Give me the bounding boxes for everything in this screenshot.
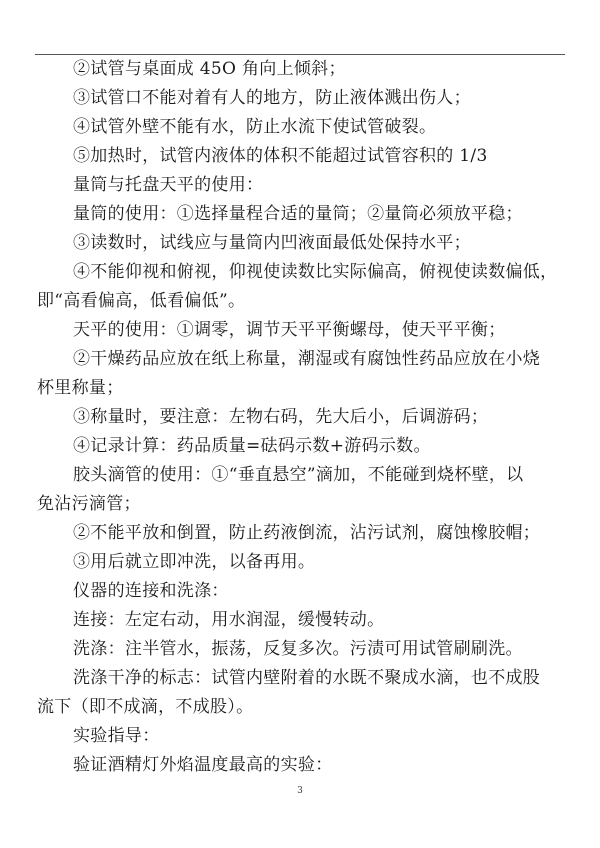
text-line: ③读数时，试线应与量筒内凹液面最低处保持水平； — [73, 233, 471, 253]
text-line: 胶头滴管的使用：①“垂直悬空”滴加，不能碰到烧杯壁，以 — [73, 465, 524, 485]
text-line: 杯里称量； — [37, 378, 124, 398]
header-rule — [35, 54, 565, 55]
text-line: ③称量时，要注意：左物右码，先大后小，后调游码； — [73, 407, 489, 427]
section-heading: 实验指导： — [73, 726, 160, 746]
text-line: 洗涤：注半管水，振荡，反复多次。污渍可用试管刷刷洗。 — [73, 639, 523, 659]
text-line: 量筒的使用：①选择量程合适的量筒；②量筒必须放平稳； — [73, 204, 523, 224]
text-line: ②试管与桌面成 45O 角向上倾斜； — [73, 59, 346, 79]
text-line: 连接：左定右动，用水润湿，缓慢转动。 — [73, 610, 385, 630]
text-line: 即“高看偏高，低看偏低”。 — [37, 291, 246, 311]
text-line: 免沾污滴管； — [37, 494, 141, 514]
text-line: ④记录计算：药品质量=砝码示数+游码示数。 — [73, 436, 431, 456]
page-number: 3 — [297, 786, 303, 796]
text-line: ②干燥药品应放在纸上称量，潮湿或有腐蚀性药品应放在小烧 — [73, 349, 541, 369]
section-heading: 量筒与托盘天平的使用： — [73, 175, 264, 195]
text-line: ②不能平放和倒置，防止药液倒流，沾污试剂，腐蚀橡胶帽； — [73, 523, 541, 543]
text-line: 流下（即不成滴，不成股）。 — [37, 697, 254, 717]
text-line: ④试管外壁不能有水，防止水流下使试管破裂。 — [73, 117, 437, 137]
text-line: ④不能仰视和俯视，仰视使读数比实际偏高，俯视使读数偏低， — [73, 262, 558, 282]
text-line: ⑤加热时，试管内液体的体积不能超过试管容积的 1/3 — [73, 146, 488, 166]
text-line: ③用后就立即冲洗，以备再用。 — [73, 552, 316, 572]
text-line: 验证酒精灯外焰温度最高的实验： — [73, 755, 333, 775]
section-heading: 仪器的连接和洗涤： — [73, 581, 229, 601]
text-line: 洗涤干净的标志：试管内壁附着的水既不聚成水滴，也不成股 — [73, 668, 541, 688]
text-line: ③试管口不能对着有人的地方，防止液体溅出伤人； — [73, 88, 471, 108]
text-line: 天平的使用：①调零，调节天平平衡螺母，使天平平衡； — [73, 320, 506, 340]
